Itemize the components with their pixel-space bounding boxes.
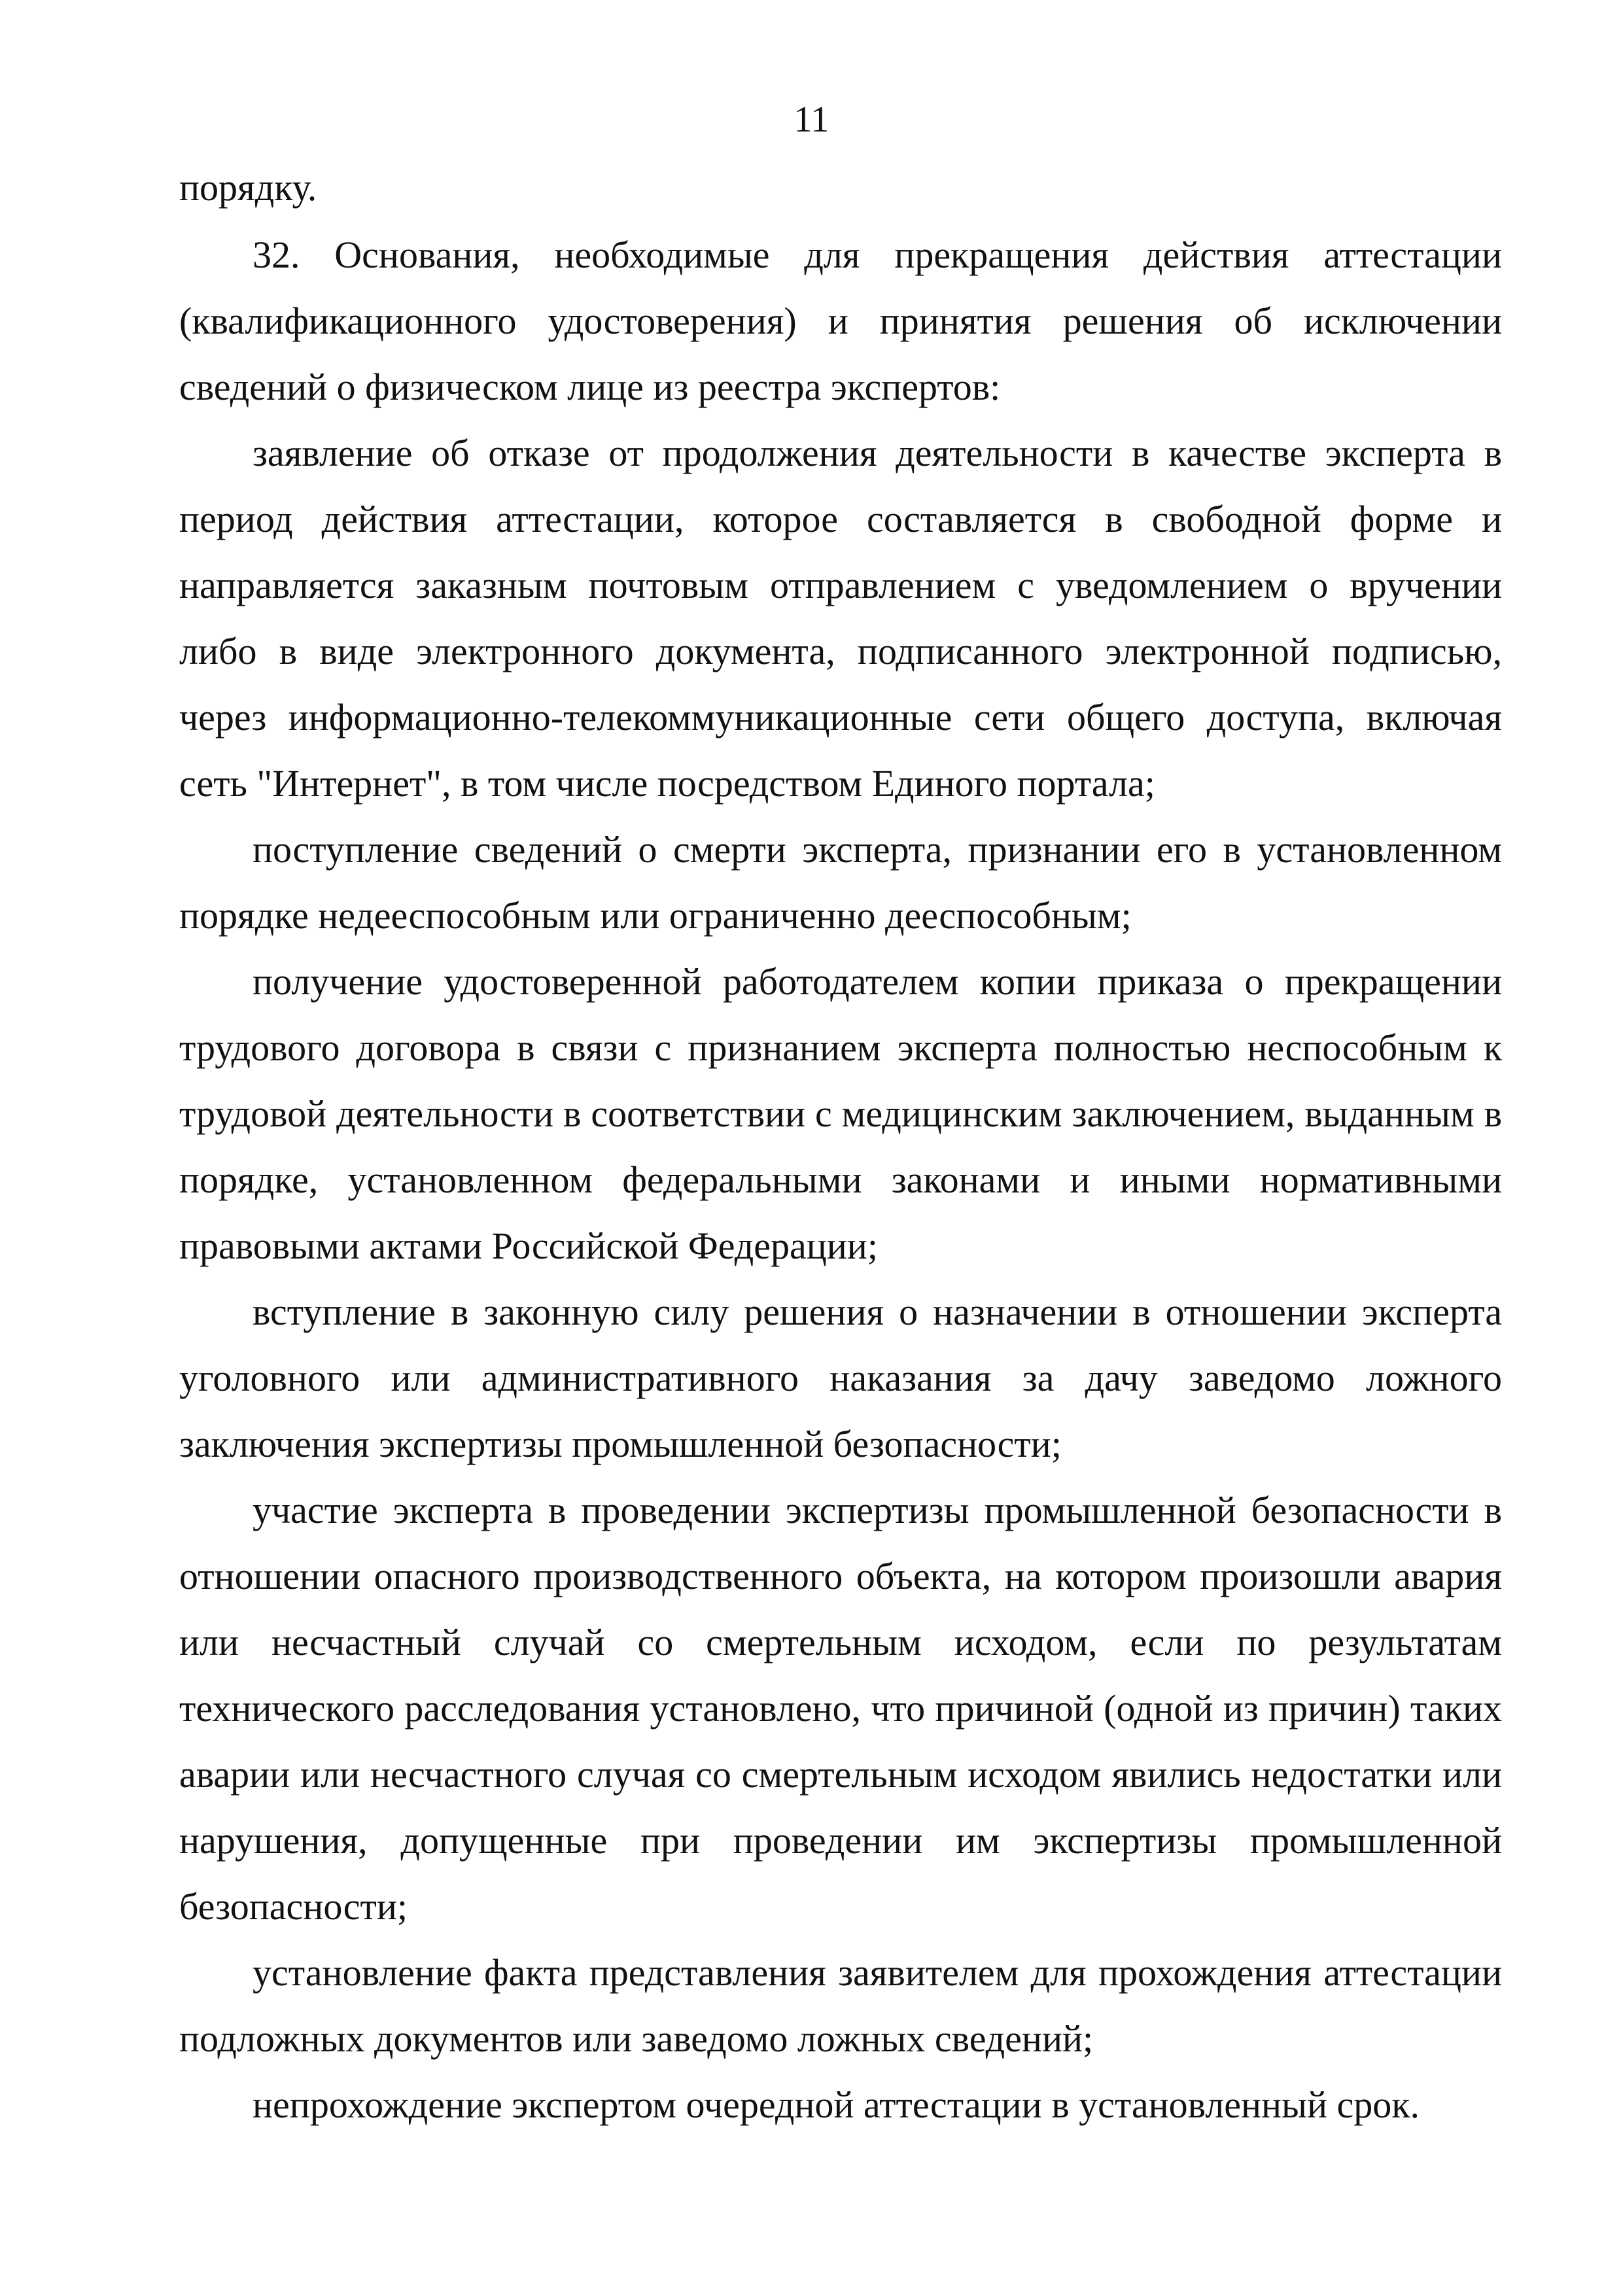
page-number: 11 bbox=[794, 99, 829, 140]
paragraph-ground-death: поступление сведений о смерти эксперта, признании его в установленном порядке недееспособным или ограниченно дееспособным; bbox=[179, 828, 1502, 937]
paragraph-ground-refusal: заявление об отказе от продолжения деятельности в качестве эксперта в период действия аттестации, которое составляется в свободной форме и направляется заказным почтовым отправлением с уведомлением о вручении либо в виде электронного документа, подписанного электронной подписью, через информационно-телекоммуникационные сети общего доступа, включая сеть "Интернет", в том числе посредством Единого портала; bbox=[179, 432, 1502, 805]
document-body bbox=[179, 154, 1502, 2138]
paragraph-ground-failed-attestation: непрохождение экспертом очередной аттестации в установленный срок. bbox=[253, 2083, 1420, 2126]
paragraph-ground-incapacity: получение удостоверенной работодателем копии приказа о прекращении трудового договора в связи с признанием эксперта полностью неспособным к трудовой деятельности в соответствии с медицинским заключением, выданным в порядке, установленном федеральными законами и иными нормативными правовыми актами Российской Федерации; bbox=[179, 960, 1502, 1267]
paragraph-continuation: порядку. bbox=[179, 166, 317, 209]
paragraph-ground-forged-documents: установление факта представления заявителем для прохождения аттестации подложных документов или заведомо ложных сведений; bbox=[179, 1951, 1502, 2060]
paragraph-32-heading: 32. Основания, необходимые для прекращения действия аттестации (квалификационного удостоверения) и принятия решения об исключении сведений о физическом лице из реестра экспертов: bbox=[179, 234, 1502, 408]
paragraph-ground-accident: участие эксперта в проведении экспертизы промышленной безопасности в отношении опасного производственного объекта, на котором произошли авария или несчастный случай со смертельным исходом, если по результатам технического расследования установлено, что причиной (одной из причин) таких аварии или несчастного случая со смертельным исходом явились недостатки или нарушения, допущенные при проведении им экспертизы промышленной безопасности; bbox=[179, 1489, 1502, 1928]
paragraph-ground-punishment: вступление в законную силу решения о назначении в отношении эксперта уголовного или административного наказания за дачу заведомо ложного заключения экспертизы промышленной безопасности; bbox=[179, 1291, 1502, 1465]
